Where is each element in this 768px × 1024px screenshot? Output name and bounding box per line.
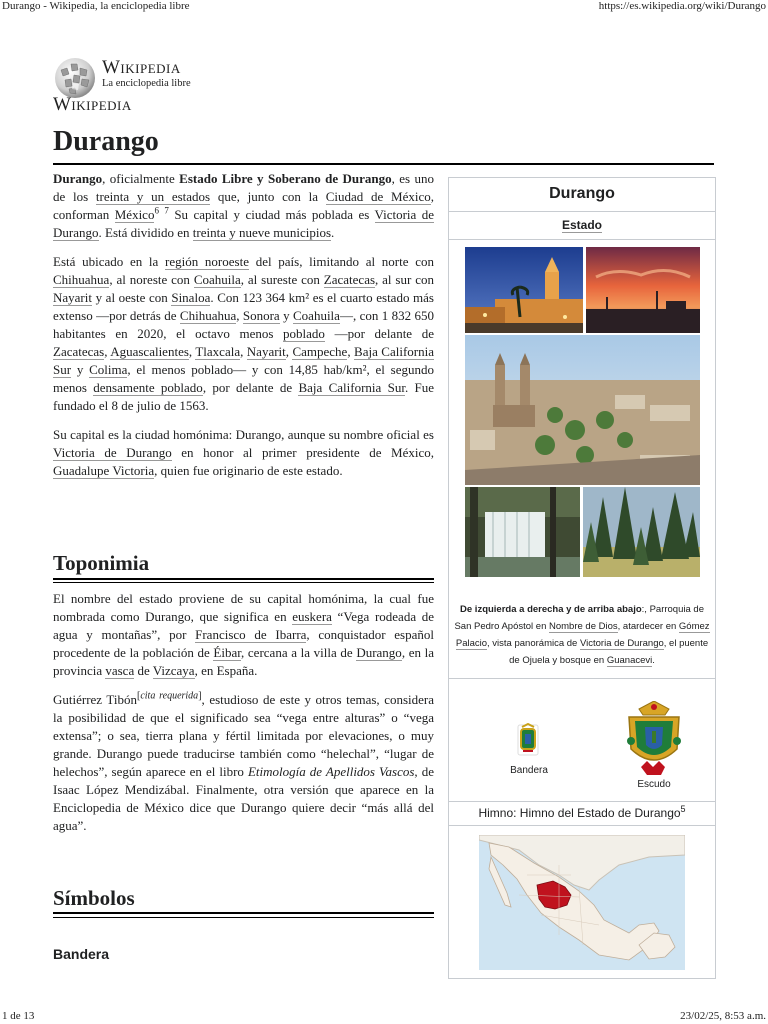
- reference-7[interactable]: 7: [164, 205, 169, 216]
- bold-term: Estado Libre y Soberano de Durango: [179, 171, 392, 186]
- link-francisco-de-ibarra[interactable]: Francisco de Ibarra: [195, 627, 307, 642]
- link-guadalupe-victoria[interactable]: Guadalupe Victoria: [53, 463, 155, 478]
- section-divider: [53, 917, 434, 918]
- link-zacatecas[interactable]: Zacatecas: [323, 272, 376, 287]
- print-url: https://es.wikipedia.org/wiki/Durango: [598, 0, 766, 12]
- section-divider: [53, 582, 434, 583]
- print-page-count: 1 de 13: [2, 1010, 35, 1022]
- infobox-type: [449, 212, 715, 240]
- coat-of-arms-of-durango-image[interactable]: [623, 701, 685, 779]
- reference-6[interactable]: 6: [154, 205, 159, 216]
- toponimia-paragraph-1: El nombre del estado proviene de su capital homónima, la cual fue nombrada como Durango, que significa en euskera “Vega rodeada de agua y montañas”, por Francisco de Ibarra, conquistador español procedente de la población de Éibar, cercana a la villa de Durango, en la provincia vasca de Vizcaya, en España.: [53, 591, 434, 678]
- link-campeche[interactable]: Campeche: [292, 344, 348, 359]
- himno-row: Himno: Himno del Estado de Durango$^5$: [478, 804, 686, 820]
- link-poblado[interactable]: poblado: [283, 326, 325, 341]
- intro-paragraph-3: Su capital es la ciudad homónima: Durango, aunque su nombre oficial es Victoria de Durango en honor al primer presidente de México, Guadalupe Victoria, quien fue originario de este estado.: [53, 427, 434, 478]
- flag-of-durango-image[interactable]: [516, 723, 540, 757]
- link-mexico[interactable]: México: [114, 207, 155, 222]
- link-sinaloa[interactable]: Sinaloa: [171, 290, 211, 305]
- link-zacatecas-2[interactable]: Zacatecas: [53, 344, 105, 359]
- intro-section: [53, 170, 434, 491]
- link-victoria-de-durango-3[interactable]: Victoria de Durango: [579, 638, 664, 649]
- infobox-separator: [449, 825, 715, 826]
- wikipedia-wordmark-secondary: Wikipedia: [53, 94, 132, 115]
- infobox-title: Durango: [449, 178, 715, 212]
- link-victoria-de-durango-2[interactable]: Victoria de Durango: [53, 445, 172, 460]
- link-aguascalientes[interactable]: Aguascalientes: [110, 344, 189, 359]
- bold-term: Durango: [53, 171, 103, 186]
- link-municipios[interactable]: treinta y nueve municipios: [192, 225, 332, 240]
- link-tlaxcala[interactable]: Tlaxcala: [195, 344, 241, 359]
- title-divider: [53, 163, 714, 165]
- intro-paragraph-2: Está ubicado en la región noroeste del país, limitando al norte con Chihuahua, al noreste con Coahuila, al sureste con Zacatecas, al sur con Nayarit y al oeste con Sinaloa. Con 123 364 km² es el cuarto estado más extenso —por detrás de Chihuahua, Sonora y Coahuila—, con 1 832 650 habitantes en 2020, el octavo menos poblado —por delante de Zacatecas, Aguascalientes, Tlaxcala, Nayarit, Campeche, Baja California Sur y Colima, el menos poblado— y con 14,85 hab/km², el segundo menos densamente poblado, por delante de Baja California Sur. Fue fundado el 8 de julio de 1563.: [53, 254, 435, 413]
- infobox-separator: [449, 678, 715, 679]
- page-title: Durango: [53, 126, 159, 157]
- link-nombre-de-dios[interactable]: Nombre de Dios: [549, 621, 618, 632]
- photo-vista-panoramica-victoria-de-durango[interactable]: [465, 335, 700, 485]
- link-region-noroeste[interactable]: región noroeste: [165, 254, 249, 269]
- print-page-title: Durango - Wikipedia, la enciclopedia libre: [2, 0, 190, 12]
- link-ciudad-de-mexico[interactable]: Ciudad de México: [325, 189, 431, 204]
- link-colima[interactable]: Colima: [89, 362, 128, 377]
- subheading-bandera: Bandera: [53, 946, 110, 962]
- section-heading-simbolos: Símbolos: [53, 886, 135, 910]
- link-vasca[interactable]: vasca: [105, 663, 135, 678]
- section-divider: [53, 912, 434, 914]
- link-coahuila[interactable]: Coahuila: [193, 272, 241, 287]
- infobox-photo-caption: De izquierda a derecha y de arriba abajo:, Parroquia de San Pedro Apóstol en Nombre de Dios, atardecer en Gómez Palacio, vista panorámica de Victoria de Durango, el puente de Ojuela y bosque en Guanacevi.: [454, 604, 710, 666]
- link-eibar[interactable]: Éibar: [213, 645, 242, 660]
- link-treinta-y-un-estados[interactable]: treinta y un estados: [95, 189, 211, 204]
- print-datetime: 23/02/25, 8:53 a.m.: [680, 1010, 766, 1022]
- link-chihuahua-2[interactable]: Chihuahua: [179, 308, 237, 323]
- reference-5[interactable]: 5: [680, 804, 686, 814]
- toponimia-paragraph-2: Gutiérrez Tibón[cita requerida], estudioso de este y otros temas, considera la posibilidad de que el significado sea “vega entre alturas” o “vega extensa”; o sea, tierra plana y fértil limitada por elevaciones, o muy grande. Durango puede traducirse también como “helechal”, “lugar de helechos”, según aparece en el libro Etimología de Apellidos Vascos, de Isaac López Mendizábal. Finalmente, otra versión que aparece en la Enciclopedia de México dice que Durango quiere decir “más allá del agua”.: [53, 690, 434, 833]
- link-sonora[interactable]: Sonora: [242, 308, 280, 323]
- link-nayarit-2[interactable]: Nayarit: [246, 344, 286, 359]
- locator-map-durango[interactable]: [479, 835, 685, 970]
- citation-needed-tag[interactable]: [cita requerida]: [136, 690, 202, 702]
- wikipedia-wordmark[interactable]: Wikipedia: [102, 57, 181, 78]
- link-baja-california-sur-2[interactable]: Baja California Sur: [298, 380, 405, 395]
- shield-label: Escudo: [637, 779, 671, 790]
- photo-parroquia-san-pedro[interactable]: [465, 247, 583, 333]
- infobox: [448, 177, 716, 979]
- link-nayarit[interactable]: Nayarit: [53, 290, 92, 305]
- link-victoria-de-durango[interactable]: Victoria de Durango: [53, 207, 435, 240]
- flag-label: Bandera: [510, 765, 548, 776]
- section-divider: [53, 578, 434, 580]
- link-densamente-poblado[interactable]: densamente poblado: [93, 380, 203, 395]
- link-gomez-palacio[interactable]: Gómez Palacio: [455, 621, 710, 649]
- link-chihuahua[interactable]: Chihuahua: [53, 272, 110, 287]
- link-durango[interactable]: Durango: [356, 645, 402, 660]
- link-estado[interactable]: Estado: [561, 218, 602, 232]
- link-coahuila-2[interactable]: Coahuila: [293, 308, 340, 323]
- toponimia-section: [53, 590, 434, 846]
- link-vizcaya[interactable]: Vizcaya: [152, 663, 195, 678]
- wikipedia-tagline: La enciclopedia libre: [102, 78, 191, 89]
- link-euskera[interactable]: euskera: [292, 609, 332, 624]
- intro-paragraph-1: Durango, oficialmente Estado Libre y Soberano de Durango, es uno de los treinta y un estados que, junto con la Ciudad de México, conforman México$^6$ $^7$ Su capital y ciudad más poblada es Victoria de Durango. Está dividido en treinta y nueve municipios.: [53, 171, 435, 240]
- section-heading-toponimia: Toponimia: [53, 551, 150, 575]
- photo-puente-de-ojuela[interactable]: [465, 487, 580, 577]
- photo-bosque-guanacevi[interactable]: [583, 487, 700, 577]
- link-guanacevi[interactable]: Guanacevi: [606, 655, 653, 666]
- link-baja-california-sur[interactable]: Baja California Sur: [53, 344, 434, 377]
- photo-atardecer-gomez-palacio[interactable]: [586, 247, 700, 333]
